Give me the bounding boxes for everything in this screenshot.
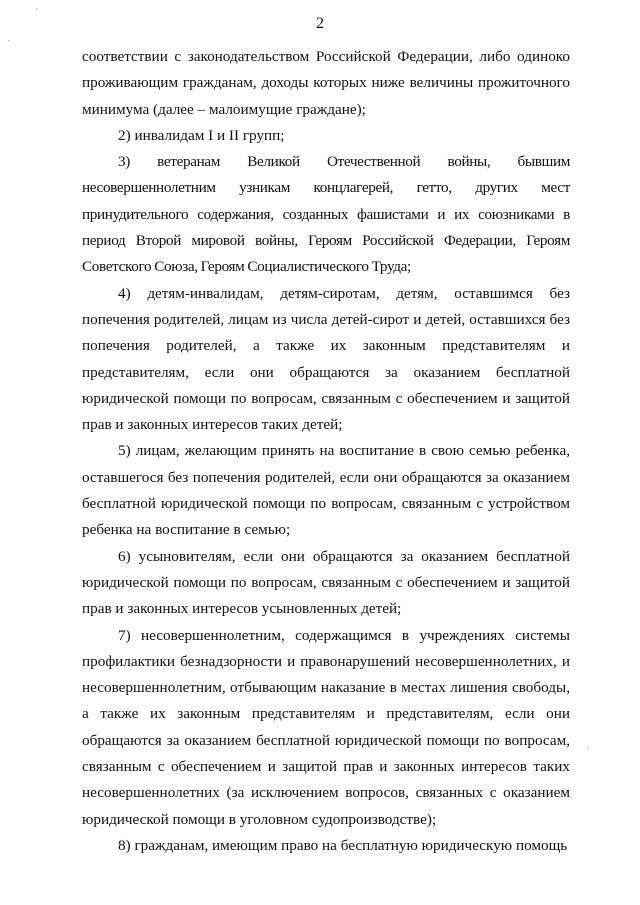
scan-speck bbox=[588, 748, 589, 749]
list-item-3: 3) ветеранам Великой Отечественной войны, бывшим несовершеннолетним узникам концлагерей, гетто, других мест принудительного содержания, созданных фашистами и их союзниками в период Второй мировой войны, Героям Российской Федерации, Героям Советского Союза, Героям Социалистического Труда; bbox=[82, 153, 570, 276]
list-item-8: 8) гражданам, имеющим право на бесплатную юридическую помощь bbox=[118, 836, 568, 854]
list-item-6: 6) усыновителям, если они обращаются за оказанием бесплатной юридической помощи по вопросам, связанным с обеспечением и защитой прав и законных интересов усыновленных детей; bbox=[82, 547, 570, 618]
scan-speck bbox=[36, 8, 37, 9]
scan-speck bbox=[8, 40, 9, 41]
page-number: 2 bbox=[316, 15, 324, 32]
list-item-7: 7) несовершеннолетним, содержащимся в учреждениях системы профилактики безнадзорности и правонарушений несовершеннолетних, и несовершеннолетним, отбывающим наказание в местах лишения свободы, а также их законным представителям и представителям, если они обращаются за оказанием бесплатной юридической помощи по вопросам, связанным с обеспечением и защитой прав и законных интересов таких несовершеннолетних (за исключением вопросов, связанных с оказанием юридической помощи в уголовном судопроизводстве); bbox=[82, 626, 570, 828]
list-item-4: 4) детям-инвалидам, детям-сиротам, детям, оставшимся без попечения родителей, лицам из числа детей-сирот и детей, оставшихся без попечения родителей, а также их законным представителям и представителям, если они обращаются за оказанием бесплатной юридической помощи по вопросам, связанным с обеспечением и защитой прав и законных интересов таких детей; bbox=[82, 284, 570, 434]
list-item-2: 2) инвалидам I и II групп; bbox=[118, 126, 285, 144]
document-body bbox=[82, 44, 570, 859]
paragraph-continuation: соответствии с законодательством Российской Федерации, либо одиноко проживающим гражданам, доходы которых ниже величины прожиточного минимума (далее – малоимущие граждане); bbox=[82, 48, 570, 118]
list-item-5: 5) лицам, желающим принять на воспитание в свою семью ребенка, оставшегося без попечения родителей, если они обращаются за оказанием бесплатной юридической помощи по вопросам, связанным с устройством ребенка на воспитание в семью; bbox=[82, 442, 570, 539]
